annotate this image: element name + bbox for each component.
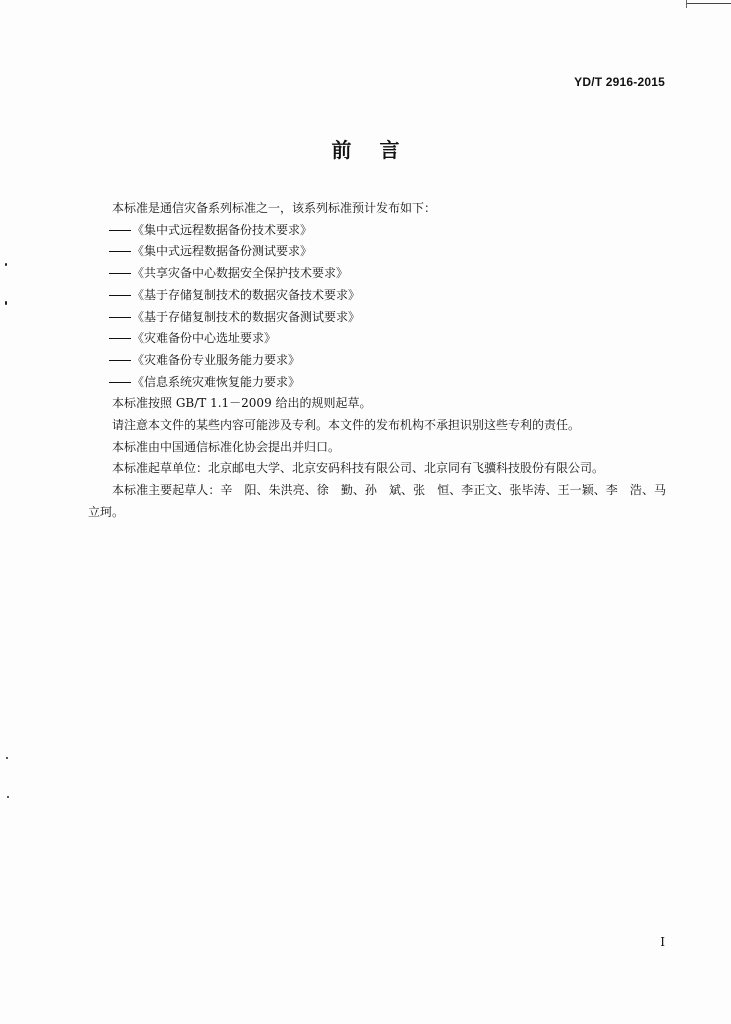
scan-border-mark [687,3,731,4]
list-item-text: 《灾难备份中心选址要求》 [132,331,277,346]
scan-speck [6,757,8,759]
list-item-text: 《集中式远程数据备份技术要求》 [132,222,313,237]
scan-border-tick [686,0,687,8]
page-number: I [660,935,665,949]
scan-speck [5,263,7,266]
list-item-text: 《基于存储复制技术的数据灾备测试要求》 [132,309,361,324]
intro-paragraph: 本标准是通信灾备系列标准之一，该系列标准预计发布如下： [112,201,437,215]
dash-mark [109,295,131,296]
series-list [88,220,666,394]
dash-mark [109,317,131,318]
dash-mark [109,338,131,339]
dash-mark [109,273,131,274]
drafting-units-paragraph: 本标准起草单位：北京邮电大学、北京安码科技有限公司、北京同有飞骥科技股份有限公司。 [112,461,605,476]
list-item [88,285,666,307]
drafting-rules-paragraph: 本标准按照 GB/T 1.1－2009 给出的规则起草。 [112,396,372,411]
list-item [88,307,666,329]
list-item-text: 《基于存储复制技术的数据灾备技术要求》 [132,287,361,302]
dash-mark [109,382,131,383]
list-item-text: 《集中式远程数据备份测试要求》 [132,244,313,259]
list-item-text: 《灾难备份专业服务能力要求》 [132,352,301,367]
list-item [88,241,666,263]
proposed-by-paragraph: 本标准由中国通信标准化协会提出并归口。 [112,439,341,454]
dash-mark [109,251,131,252]
list-item [88,220,666,242]
document-body [88,198,666,524]
dash-mark [109,360,131,361]
list-item [88,263,666,285]
scan-speck [7,796,9,798]
standard-code: YD/T 2916-2015 [574,75,665,89]
patent-notice-paragraph: 请注意本文件的某些内容可能涉及专利。本文件的发布机构不承担识别这些专利的责任。 [112,418,581,433]
scan-speck [5,301,7,305]
list-item [88,350,666,372]
dash-mark [109,230,131,231]
page-title: 前言 [331,138,428,162]
list-item [88,328,666,350]
drafters-paragraph: 本标准主要起草人：辛 阳、朱洪亮、徐 勤、孙 斌、张 恒、李正文、张毕涛、王一颖、李 浩、马立珂。 [88,483,666,519]
list-item [88,372,666,394]
list-item-text: 《信息系统灾难恢复能力要求》 [132,374,301,389]
list-item-text: 《共享灾备中心数据安全保护技术要求》 [132,266,349,281]
